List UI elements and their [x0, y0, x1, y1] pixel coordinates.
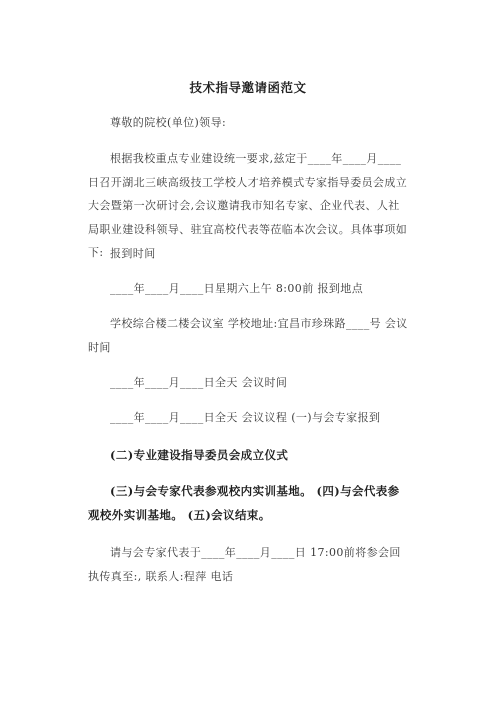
closing-paragraph: 请与会专家代表于____年____月____日 17:00前将参会回执传真至:, 联系人:程萍 电话: [88, 546, 401, 583]
location-paragraph: 学校综合楼二楼会议室 学校地址:宜昌市珍珠路____号 会议时间: [88, 317, 408, 354]
document-title: 技术指导邀请函范文: [189, 80, 307, 95]
greeting: 尊敬的院校(单位)领导:: [110, 116, 227, 129]
intro-paragraph: 根据我校重点专业建设统一要求,兹定于____年____月____日召开湖北三峡高级技工学校人才培养模式专家指导委员会成立大会暨第一次研讨会,会议邀请我市知名专家、企业代表、人社局职业建设科领导、驻宜高校代表等莅临本次会议。具体事项如下:: [88, 152, 408, 259]
report-time-value: ____年____月____日星期六上午 8:00前 报到地点: [110, 282, 364, 295]
agenda-paragraph: ____年____月____日全天 会议议程 (一)与会专家报到: [110, 411, 381, 424]
agenda-item-2: (二)专业建设指导委员会成立仪式: [110, 448, 289, 462]
agenda-items-3-5: (三)与会专家代表参观校内实训基地。 (四)与会代表参观校外实训基地。 (五)会议结束。: [88, 484, 400, 522]
meeting-time: ____年____月____日全天 会议时间: [110, 376, 288, 389]
report-time-label: 报到时间: [110, 247, 156, 260]
